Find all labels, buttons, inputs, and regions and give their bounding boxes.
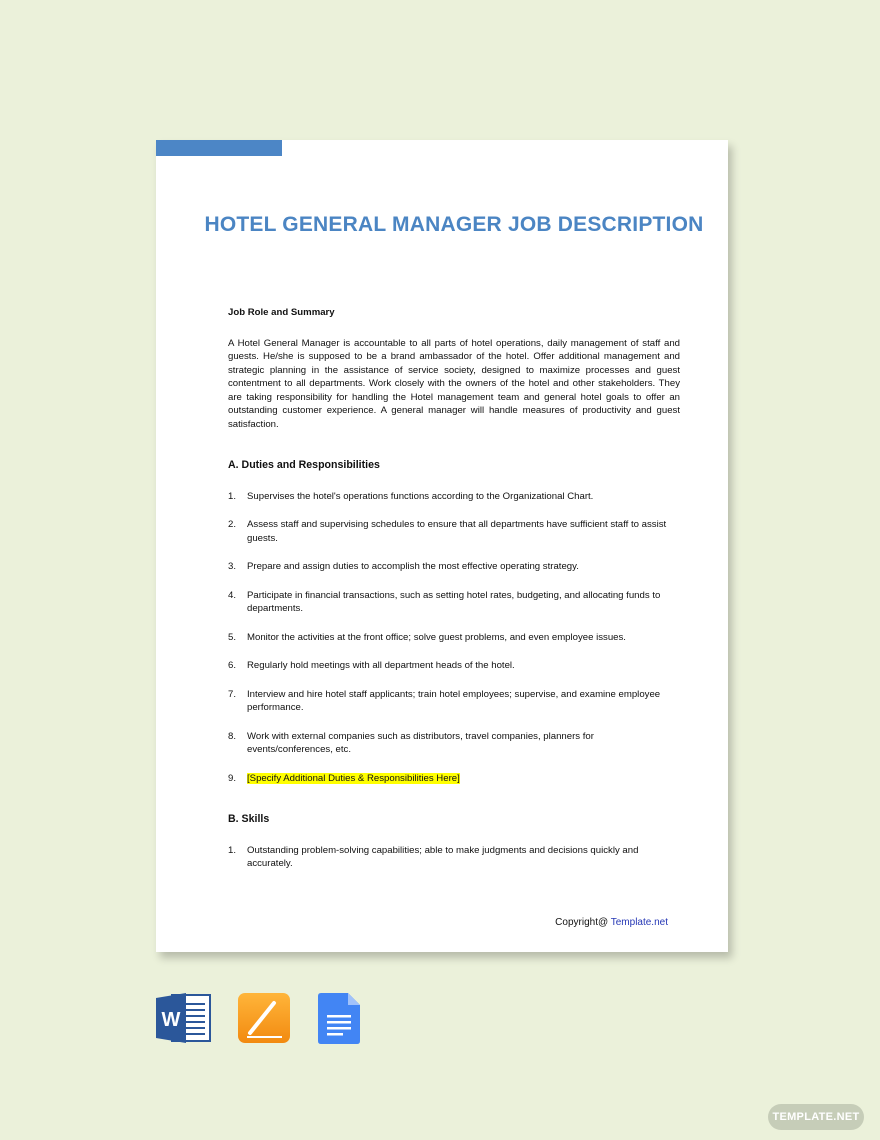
list-item: 5. Monitor the activities at the front office; solve guest problems, and even employee issues. [228,631,626,643]
list-item: 7. Interview and hire hotel staff applicants; train hotel employees; supervise, and examine employee performance. [228,688,661,713]
svg-text:W: W [161,1009,181,1031]
pages-icon[interactable] [238,993,290,1045]
copyright-label: Copyright@ [555,917,609,928]
duties-list [228,490,680,786]
accent-bar [156,140,282,156]
word-icon[interactable] [156,993,212,1043]
summary-heading: Job Role and Summary [228,307,335,318]
document-content [228,306,680,886]
google-docs-icon[interactable] [318,993,360,1045]
placeholder-highlight[interactable]: [Specify Additional Duties & Responsibilities Here] [247,772,460,784]
document-page [156,140,728,952]
duties-heading: A. Duties and Responsibilities [228,459,380,471]
list-item: 8. Work with external companies such as distributors, travel companies, planners for events/conferences, etc. [228,730,594,755]
document-title: HOTEL GENERAL MANAGER JOB DESCRIPTION [204,213,704,236]
copyright-link[interactable]: Template.net [610,917,668,928]
summary-paragraph: A Hotel General Manager is accountable to all parts of hotel operations, daily management of staff and guests. He/she is supposed to be a brand ambassador of the hotel. Offer additional management and strategic planning in the assistance of service society, designed to maximize processes and guest contentment to all departments. Work closely with the owners of the hotel and other stakeholders. They are taking responsibility for handling the Hotel management team and general hotel goals to offer an outstanding customer experience. A general manager will handle measures of productivity and guest satisfaction. [228,337,680,430]
list-item: 2. Assess staff and supervising schedules to ensure that all departments have sufficient staff to assist guests. [228,519,667,544]
watermark-badge: TEMPLATE.NET [768,1104,864,1130]
list-item: 3. Prepare and assign duties to accomplish the most effective operating strategy. [228,561,579,572]
skills-heading: B. Skills [228,813,270,825]
list-item: 1. Supervises the hotel's operations functions according to the Organizational Chart. [228,490,594,502]
list-item: 1. Outstanding problem-solving capabilities; able to make judgments and decisions quickly and accurately. [228,844,639,869]
placeholder-list-item: 9. [Specify Additional Duties & Responsibilities Here] [228,772,460,784]
skills-list [228,844,680,871]
list-item: 4. Participate in financial transactions, such as setting hotel rates, budgeting, and allocating funds to departments. [228,589,661,614]
copyright-line [555,917,668,928]
list-item: 6. Regularly hold meetings with all department heads of the hotel. [228,660,515,671]
